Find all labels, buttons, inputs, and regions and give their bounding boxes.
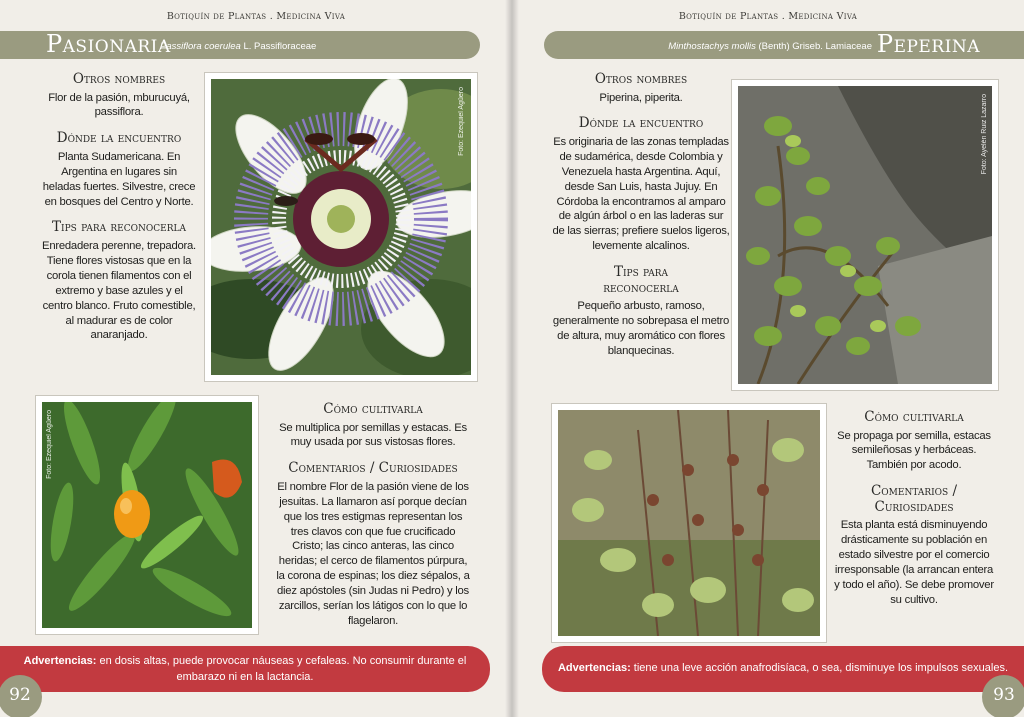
peperina-illustration: [558, 410, 820, 636]
scientific-name-line: [160, 41, 316, 52]
section-heading: Dónde la encuentro: [56, 130, 182, 147]
section-text: El nombre Flor de la pasión viene de los jesuitas. La llamaron así porque decían que los tres estigmas representan los tres clavos con que fue crucificado Cristo; las cinco anteras, las cinco heridas; el cerco de filamentos púrpura, la corona de espinas; los diez sépalos, a diez apóstoles (sin Judas ni Pedro) y los zarcillos, serían los látigos con lo que lo flagelaron.: [276, 480, 470, 627]
page-number: 93: [982, 675, 1024, 717]
photo-credit: Foto: Ezequiel Agüero: [46, 410, 53, 479]
fruit-illustration: [42, 402, 252, 628]
bush-illustration: [738, 86, 992, 384]
section-heading: Tips para reconocerla: [603, 264, 679, 296]
info-column-bottom: [834, 410, 994, 619]
scientific-name-line: [668, 41, 872, 52]
warning-banner: [542, 646, 1024, 692]
warning-label: Advertencias:: [557, 662, 631, 674]
section-heading: Comentarios / Curiosidades: [870, 483, 958, 515]
plant-family: L. Passifloraceae: [243, 41, 317, 52]
peperina-bush-image: [738, 86, 992, 384]
section-heading: Cómo cultivarla: [323, 401, 423, 417]
photo-peperina-bush: [732, 80, 998, 390]
section-heading: Cómo cultivarla: [864, 409, 964, 425]
section-text: Planta Sudamericana. En Argentina en lugares sin heladas fuertes. Silvestre, crece en bosques del Centro y Norte.: [42, 150, 196, 208]
section-text: Enredadera perenne, trepadora. Tiene flores vistosas que en la corola tienen filamentos con el extremo y base azules y el centro blanco. Fruto comestible, al madurar es de color anaranjado.: [42, 239, 196, 342]
plant-title: Peperina: [876, 30, 980, 58]
scientific-name: Passiflora coerulea: [160, 41, 241, 52]
section-text: Es originaria de las zonas templadas de sudamérica, desde Colombia y Venezuela hasta Argentina. Aquí, desde San Luis, hasta Jujuy. En Córdoba la encontramos al amparo de algún árbol o en las laderas sur de las sierras; prefiere suelos ligeros, levemente alcalinos.: [552, 135, 730, 253]
section-text: Se propaga por semilla, estacas semileñosas y herbáceas. También por acodo.: [837, 429, 991, 472]
section-heading: Dónde la encuentro: [578, 115, 704, 132]
section-text: Pequeño arbusto, ramoso, generalmente no sobrepasa el metro de altura, muy aromático con flores blanquecinas.: [552, 300, 730, 357]
warning-banner: [0, 646, 490, 692]
section-text: Flor de la pasión, mburucuyá, passiflora.: [48, 91, 190, 119]
passion-flower-image: [211, 79, 471, 375]
flower-illustration: [211, 79, 471, 375]
page-right: [512, 0, 1024, 717]
photo-peperina-flowers: [552, 404, 826, 642]
page-gutter: [505, 0, 519, 717]
passion-fruit-image: [42, 402, 252, 628]
photo-credit: Foto: Ezequiel Agüero: [458, 87, 465, 156]
info-column-top: [42, 72, 196, 354]
info-column-bottom: [275, 402, 471, 640]
photo-credit: Foto: Ayelén Ruiz Lazarro: [981, 94, 988, 175]
section-text: Se multiplica por semillas y estacas. Es muy usada por sus vistosas flores.: [279, 421, 467, 449]
info-column-top: [552, 72, 730, 370]
plant-family: (Benth) Griseb. Lamiaceae: [758, 41, 872, 52]
section-text: Esta planta está disminuyendo drásticamente su población en estado silvestre por el comercio irresponsable (la arrancan entera y todo el año). Se debe promover su cultivo.: [834, 519, 994, 606]
section-text: Piperina, piperita.: [599, 91, 683, 104]
scientific-name: Minthostachys mollis: [668, 41, 756, 52]
page-number: 92: [0, 675, 42, 717]
section-heading: Otros nombres: [72, 71, 166, 87]
section-heading: Otros nombres: [594, 71, 688, 87]
plant-title: Pasionaria: [46, 30, 171, 58]
photo-passion-flower: [205, 73, 477, 381]
running-head: Botiquín de Plantas . Medicina Viva: [678, 11, 858, 22]
warning-text: tiene una leve acción anafrodisíaca, o sea, disminuye los impulsos sexuales.: [630, 662, 1009, 674]
warning-label: Advertencias:: [23, 655, 97, 667]
running-head: Botiquín de Plantas . Medicina Viva: [166, 11, 346, 22]
section-heading: Comentarios / Curiosidades: [288, 460, 458, 477]
photo-passion-fruit: [36, 396, 258, 634]
section-heading: Tips para reconocerla: [52, 219, 186, 236]
warning-text: en dosis altas, puede provocar náuseas y cefaleas. No consumir durante el embarazo ni en la lactancia.: [96, 655, 467, 683]
peperina-flowers-image: [558, 410, 820, 636]
